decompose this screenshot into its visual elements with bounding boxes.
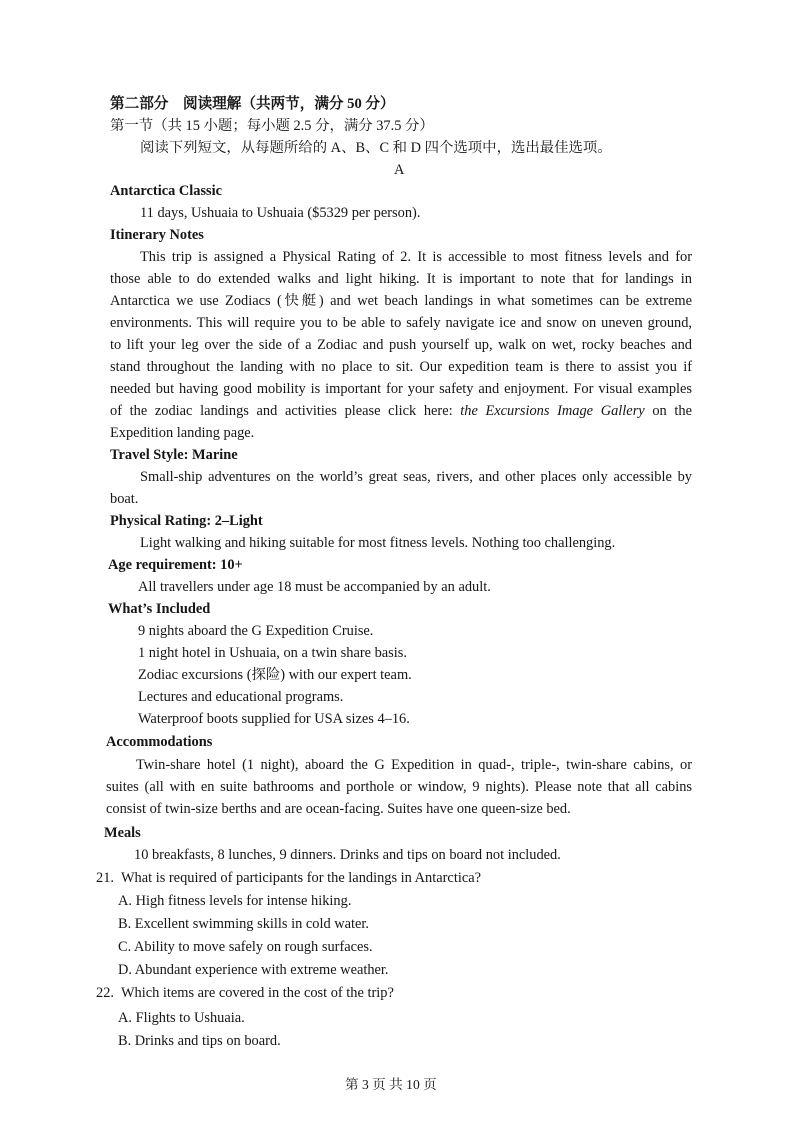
itinerary-line: This trip is assigned a Physical Rating of 2. It is accessible to most fitness levels and for (140, 249, 692, 265)
age-requirement-heading: Age requirement: 10+ (108, 557, 243, 573)
accommodations-line: consist of twin-size berths and are ocean-facing. Suites have one queen-size bed. (106, 801, 571, 817)
gallery-link[interactable]: the Excursions Image Gallery (460, 403, 645, 419)
question-text: Which items are covered in the cost of the trip? (120, 985, 394, 1001)
travel-style-heading: Travel Style: Marine (110, 447, 238, 463)
question-text: What is required of participants for the landings in Antarctica? (120, 870, 481, 886)
itinerary-line: stand throughout the landing with no place to sit. Our expedition team is there to assist you if (110, 359, 692, 375)
question-number: 21. (96, 870, 114, 886)
travel-style-text: Small-ship adventures on the world’s great seas, rivers, and other places only accessible by (140, 469, 692, 485)
question-21 (96, 869, 481, 887)
subsection-heading: 第一节（共 15 小题；每小题 2.5 分，满分 37.5 分） (110, 118, 434, 134)
included-item: Lectures and educational programs. (138, 689, 344, 705)
accommodations-line: Twin-share hotel (1 night), aboard the G Expedition in quad-, triple-, twin-share cabins, or (136, 757, 692, 773)
itinerary-line: those able to do extended walks and light hiking. It is important to note that for landings in (110, 271, 692, 287)
option-a[interactable]: A. High fitness levels for intense hiking. (118, 893, 352, 909)
included-item: Waterproof boots supplied for USA sizes 4–16. (138, 711, 410, 727)
itinerary-line: environments. This will require you to be able to safely navigate ice and snow on uneven ground, (110, 315, 692, 331)
trip-summary: 11 days, Ushuaia to Ushuaia ($5329 per person). (140, 205, 421, 221)
itinerary-line: needed but having good mobility is important for your safety and enjoyment. For visual examples (110, 381, 692, 397)
page-footer: 第 3 页 共 10 页 (345, 1077, 437, 1092)
itinerary-line: of the zodiac landings and activities please click here: (110, 403, 453, 419)
itinerary-last-line: Expedition landing page. (110, 425, 255, 441)
itinerary-heading: Itinerary Notes (110, 227, 204, 243)
question-22 (96, 984, 394, 1002)
accommodations-line: suites (all with en suite bathrooms and porthole or window, 9 nights). Please note that all cabins (106, 779, 692, 795)
section-heading: 第二部分 阅读理解（共两节，满分 50 分） (110, 96, 395, 112)
option-d[interactable]: D. Abundant experience with extreme weather. (118, 962, 389, 978)
physical-rating-heading: Physical Rating: 2–Light (110, 513, 263, 529)
included-item: 1 night hotel in Ushuaia, on a twin share basis. (138, 645, 407, 661)
included-item: 9 nights aboard the G Expedition Cruise. (138, 623, 374, 639)
passage-title: Antarctica Classic (110, 183, 223, 199)
included-heading: What’s Included (108, 601, 211, 617)
physical-rating-text: Light walking and hiking suitable for most fitness levels. Nothing too challenging. (140, 535, 616, 551)
accommodations-heading: Accommodations (106, 734, 213, 750)
option-c[interactable]: C. Ability to move safely on rough surfaces. (118, 939, 373, 955)
itinerary-link-suffix: on the (652, 403, 692, 419)
question-number: 22. (96, 985, 114, 1001)
itinerary-line-with-link (110, 402, 692, 420)
included-item: Zodiac excursions (探险) with our expert team. (138, 667, 412, 683)
instruction: 阅读下列短文，从每题所给的 A、B、C 和 D 四个选项中，选出最佳选项。 (140, 140, 612, 156)
meals-heading: Meals (104, 825, 141, 841)
option-b[interactable]: B. Excellent swimming skills in cold water. (118, 916, 370, 932)
age-requirement-text: All travellers under age 18 must be accompanied by an adult. (138, 579, 491, 595)
passage-label: A (394, 162, 405, 178)
itinerary-line: Antarctica we use Zodiacs (快艇) and wet beach landings in what sometimes can be extreme (110, 293, 692, 309)
travel-style-text: boat. (110, 491, 139, 507)
option-a[interactable]: A. Flights to Ushuaia. (118, 1010, 245, 1026)
option-b[interactable]: B. Drinks and tips on board. (118, 1033, 281, 1049)
itinerary-line: to lift your leg over the side of a Zodiac and push yourself up, walk on wet, rocky beaches and (110, 337, 692, 353)
meals-text: 10 breakfasts, 8 lunches, 9 dinners. Drinks and tips on board not included. (134, 847, 561, 863)
